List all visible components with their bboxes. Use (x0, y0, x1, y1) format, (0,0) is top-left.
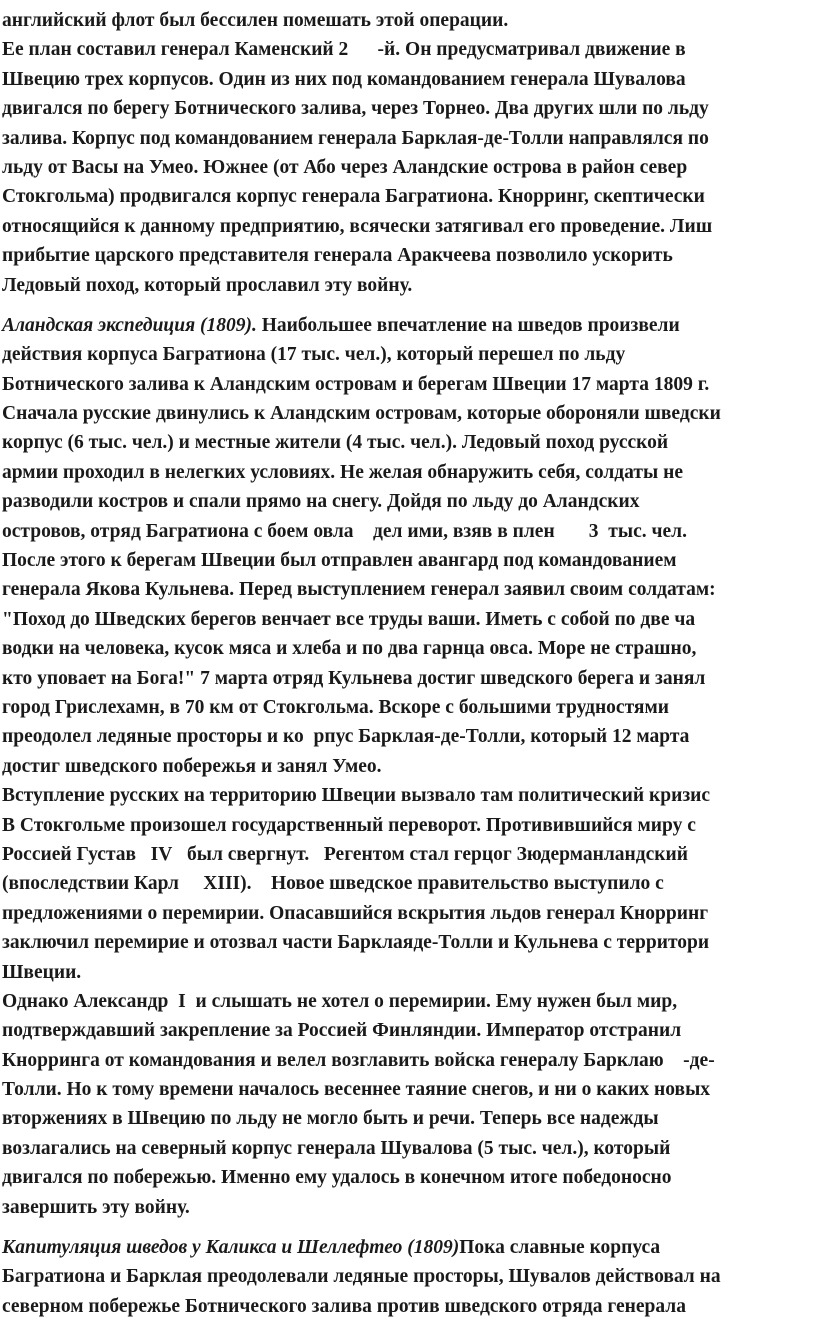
heading-continuation: Пока славные корпуса (459, 1237, 661, 1259)
text-line: островов, отряд Багратиона с боем овла дел ими, взяв в плен 3 тыс. чел. (2, 520, 687, 542)
text-line: "Поход до Шведских берегов венчает все труды ваши. Иметь с собой по две ча (2, 608, 696, 630)
text-line: армии проходил в нелегких условиях. Не желая обнаружить себя, солдаты не (2, 461, 683, 483)
section-heading-aland-expedition: Аландская экспедиция (1809). (2, 314, 257, 336)
text-line: северном побережье Ботнического залива против шведского отряда генерала (2, 1295, 686, 1317)
text-line: действия корпуса Багратиона (17 тыс. чел.), который перешел по льду (2, 344, 626, 366)
paragraph-ice-march-plan (2, 6, 816, 300)
text-line: Вступление русских на территорию Швеции вызвало там политический кризис (2, 785, 711, 807)
text-line: льду от Васы на Умео. Южнее (от Або через Аландские острова в район север (2, 156, 688, 178)
text-line: двигался по берегу Ботнического залива, через Торнео. Два других шли по льду (2, 98, 709, 120)
text-line: (впоследствии Карл XIII). Новое шведское правительство выступило с (2, 873, 664, 895)
text-line: подтверждавший закрепление за Россией Финляндии. Император отстранил (2, 1020, 682, 1042)
section-heading-capitulation: Капитуляция шведов у Каликса и Шеллефтео (1809) (2, 1237, 460, 1259)
text-line: В Стокгольме произошел государственный переворот. Противившийся миру с (2, 814, 696, 836)
text-line: достиг шведского побережья и занял Умео. (2, 755, 382, 777)
text-line: После этого к берегам Швеции был отправлен авангард под командованием (2, 550, 677, 572)
text-line: двигался по побережью. Именно ему удалось в конечном итоге победоносно (2, 1167, 672, 1189)
text-line: Кнорринга от командования и велел возглавить войска генералу Барклаю -де- (2, 1049, 715, 1071)
text-line: Швеции. (2, 961, 82, 983)
text-line: Однако Александр I и слышать не хотел о перемирии. Ему нужен был мир, (2, 990, 678, 1012)
text-line: предложениями о перемирии. Опасавшийся вскрытия льдов генерал Кнорринг (2, 902, 709, 924)
text-line: кто уповает на Бога!" 7 марта отряд Кульнева достиг шведского берега и занял (2, 667, 706, 689)
text-line: Ее план составил генерал Каменский 2 -й. Он предусматривал движение в (2, 39, 686, 61)
text-line: преодолел ледяные просторы и ко рпус Барклая-де-Толли, который 12 марта (2, 726, 690, 748)
text-line: Сначала русские двинулись к Аландским островам, которые обороняли шведски (2, 403, 721, 425)
text-line (2, 1233, 816, 1262)
text-line: Ботнического залива к Аландским островам и берегам Швеции 17 марта 1809 г. (2, 373, 710, 395)
text-line: возлагались на северный корпус генерала Шувалова (5 тыс. чел.), который (2, 1137, 671, 1159)
text-line: Толли. Но к тому времени началось весеннее таяние снегов, и ни о каких новых (2, 1079, 711, 1101)
text-line: заключил перемирие и отозвал части Барклаяде-Толли и Кульнева с территори (2, 932, 710, 954)
text-line: относящийся к данному предприятию, всячески затягивал его проведение. Лиш (2, 215, 713, 237)
text-line: разводили костров и спали прямо на снегу. Дойдя по льду до Аландских (2, 491, 640, 513)
text-line: Швецию трех корпусов. Один из них под командованием генерала Шувалова (2, 68, 686, 90)
text-line: Ледовый поход, который прославил эту войну. (2, 274, 413, 296)
paragraph-spacer (2, 1222, 816, 1233)
text-line: завершить эту войну. (2, 1196, 190, 1218)
heading-continuation: Наибольшее впечатление на шведов произвели (256, 314, 680, 336)
text-line: Багратиона и Барклая преодолевали ледяные просторы, Шувалов действовал на (2, 1266, 721, 1288)
paragraph-capitulation (2, 1233, 816, 1321)
text-line: генерала Якова Кульнева. Перед выступлением генерал заявил своим солдатам: (2, 579, 716, 601)
text-line: корпус (6 тыс. чел.) и местные жители (4 тыс. чел.). Ледовый поход русской (2, 432, 669, 454)
text-line: прибытие царского представителя генерала Аракчеева позволило ускорить (2, 245, 673, 267)
text-line (2, 311, 816, 340)
text-line: Стокгольма) продвигался корпус генерала Багратиона. Кнорринг, скептически (2, 186, 705, 208)
text-line: английский флот был бессилен помешать этой операции. (2, 10, 509, 31)
text-line: вторжениях в Швецию по льду не могло быть и речи. Теперь все надежды (2, 1108, 659, 1130)
text-line: Россией Густав IV был свергнут. Регентом стал герцог Зюдерманландский (2, 843, 689, 865)
text-line: залива. Корпус под командованием генерала Барклая-де-Толли направлялся по (2, 127, 709, 149)
paragraph-spacer (2, 300, 816, 311)
text-line: город Грислехамн, в 70 км от Стокгольма. Вскоре с большими трудностями (2, 696, 669, 718)
paragraph-aland-expedition (2, 311, 816, 1222)
text-line: водки на человека, кусок мяса и хлеба и по два гарнца овса. Море не страшно, (2, 638, 697, 660)
